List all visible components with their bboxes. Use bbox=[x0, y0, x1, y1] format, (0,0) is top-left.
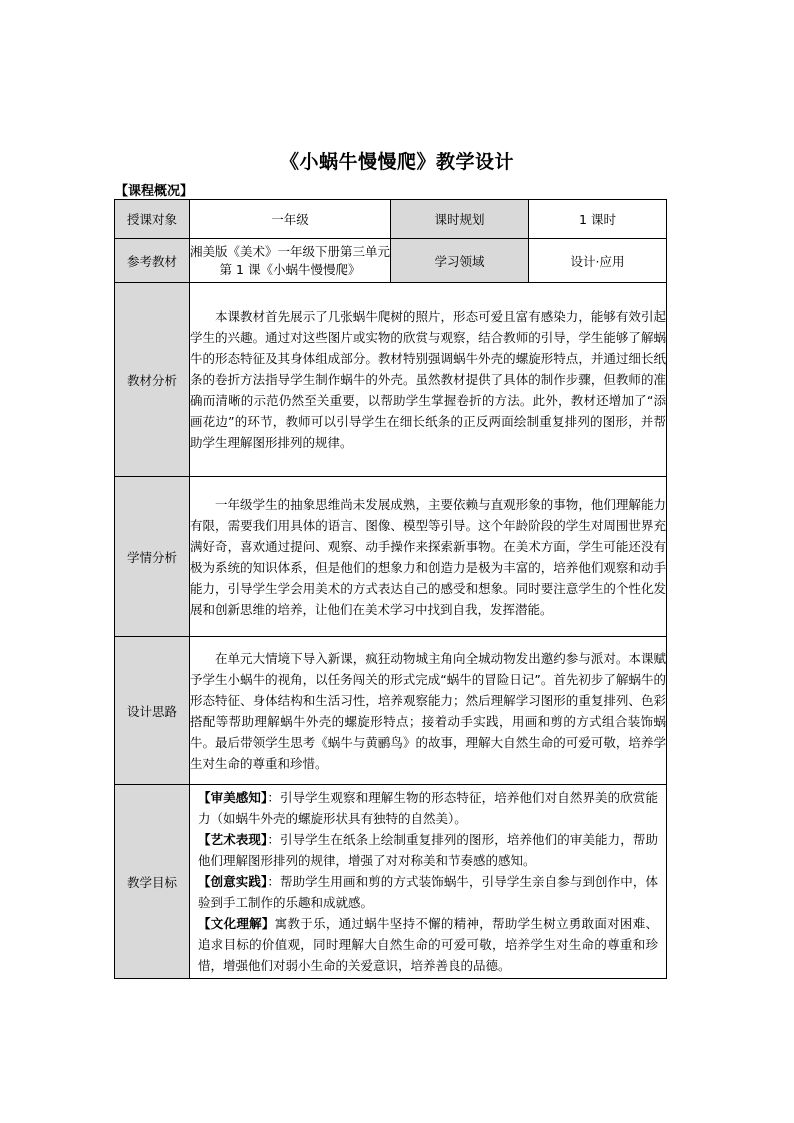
target-value: 一年级 bbox=[190, 200, 391, 239]
design-cell bbox=[190, 637, 667, 785]
goal-text: ：引导学生观察和理解生物的形态特征，培养他们对自然界美的欣赏能力（如蜗牛外壳的螺旋形状具有独特的自然美）。 bbox=[198, 790, 658, 826]
course-overview-table bbox=[114, 199, 667, 979]
goal-tag: 【艺术表现】 bbox=[198, 832, 268, 847]
domain-value: 设计·应用 bbox=[529, 239, 667, 283]
students-cell bbox=[190, 477, 667, 637]
row-design bbox=[115, 637, 667, 785]
students-label: 学情分析 bbox=[115, 477, 190, 637]
row-target bbox=[115, 200, 667, 239]
row-material bbox=[115, 239, 667, 283]
goal-tag: 【创意实践】 bbox=[198, 874, 268, 889]
domain-label: 学习领域 bbox=[391, 239, 529, 283]
hours-value: 1 课时 bbox=[529, 200, 667, 239]
goal-text: ：帮助学生用画和剪的方式装饰蜗牛，引导学生亲自参与到创作中，体验到手工制作的乐趣和成就感。 bbox=[198, 874, 658, 910]
goal-tag: 【审美感知】 bbox=[198, 790, 268, 805]
goal-text: ：引导学生在纸条上绘制重复排列的图形，培养他们的审美能力，帮助他们理解图形排列的规律，增强了对对称美和节奏感的感知。 bbox=[198, 832, 658, 868]
design-text: 在单元大情境下导入新课，疯狂动物城主角向全城动物发出邀约参与派对。本课赋予学生小蜗牛的视角，以任务闯关的形式完成“蜗牛的冒险日记”。首先初步了解蜗牛的形态特征、身体结构和生活习性，培养观察能力；然后理解学习图形的重复排列、色彩搭配等帮助理解蜗牛外壳的螺旋形特点；接着动手实践，用画和剪的方式组合装饰蜗牛。最后带领学生思考《蜗牛与黄鹂鸟》的故事，理解大自然生命的可爱可敬，培养学生对生命的尊重和珍惜。 bbox=[190, 650, 666, 771]
row-goals bbox=[115, 785, 667, 979]
material-value: 湘美版《美术》一年级下册第三单元第 1 课《小蜗牛慢慢爬》 bbox=[190, 239, 391, 283]
row-students bbox=[115, 477, 667, 637]
analysis-cell bbox=[190, 283, 667, 477]
goal-tag: 【文化理解】 bbox=[198, 916, 275, 931]
hours-label: 课时规划 bbox=[391, 200, 529, 239]
design-label: 设计思路 bbox=[115, 637, 190, 785]
goals-label: 教学目标 bbox=[115, 785, 190, 979]
goal-text: 寓教于乐，通过蜗牛坚持不懈的精神，帮助学生树立勇敢面对困难、追求目标的价值观，同时理解大自然生命的可爱可敬，培养学生对生命的尊重和珍惜，增强他们对弱小生命的关爱意识，培养善良的品德。 bbox=[198, 916, 658, 973]
goal-item bbox=[198, 913, 658, 976]
target-label: 授课对象 bbox=[115, 200, 190, 239]
goal-item bbox=[198, 871, 658, 913]
analysis-text: 本课教材首先展示了几张蜗牛爬树的照片，形态可爱且富有感染力，能够有效引起学生的兴趣。通过对这些图片或实物的欣赏与观察，结合教师的引导，学生能够了解蜗牛的形态特征及其身体组成部分。教材特别强调蜗牛外壳的螺旋形特点，并通过细长纸条的卷折方法指导学生制作蜗牛的外壳。虽然教材提供了具体的制作步骤，但教师的准确而清晰的示范仍然至关重要，以帮助学生掌握卷折的方法。此外，教材还增加了“添画花边”的环节，教师可以引导学生在细长纸条的正反两面绘制重复排列的图形，并帮助学生理解图形排列的规律。 bbox=[190, 309, 666, 450]
document-title: 《小蜗牛慢慢爬》教学设计 bbox=[279, 151, 514, 173]
goal-item bbox=[198, 829, 658, 871]
section-heading: 【课程概况】 bbox=[115, 184, 194, 199]
students-text: 一年级学生的抽象思维尚未发展成熟，主要依赖与直观形象的事物，他们理解能力有限，需要我们用具体的语言、图像、模型等引导。这个年龄阶段的学生对周围世界充满好奇，喜欢通过提问、观察、动手操作来探索新事物。在美术方面，学生可能还没有极为系统的知识体系，但是他们的想象力和创造力是极为丰富的，培养他们观察和动手能力，引导学生学会用美术的方式表达自己的感受和想象。同时要注意学生的个性化发展和创新思维的培养，让他们在美术学习中找到自我，发挥潜能。 bbox=[190, 496, 666, 617]
material-label: 参考教材 bbox=[115, 239, 190, 283]
goal-item bbox=[198, 787, 658, 829]
analysis-label: 教材分析 bbox=[115, 283, 190, 477]
row-analysis bbox=[115, 283, 667, 477]
goals-cell bbox=[190, 785, 667, 979]
